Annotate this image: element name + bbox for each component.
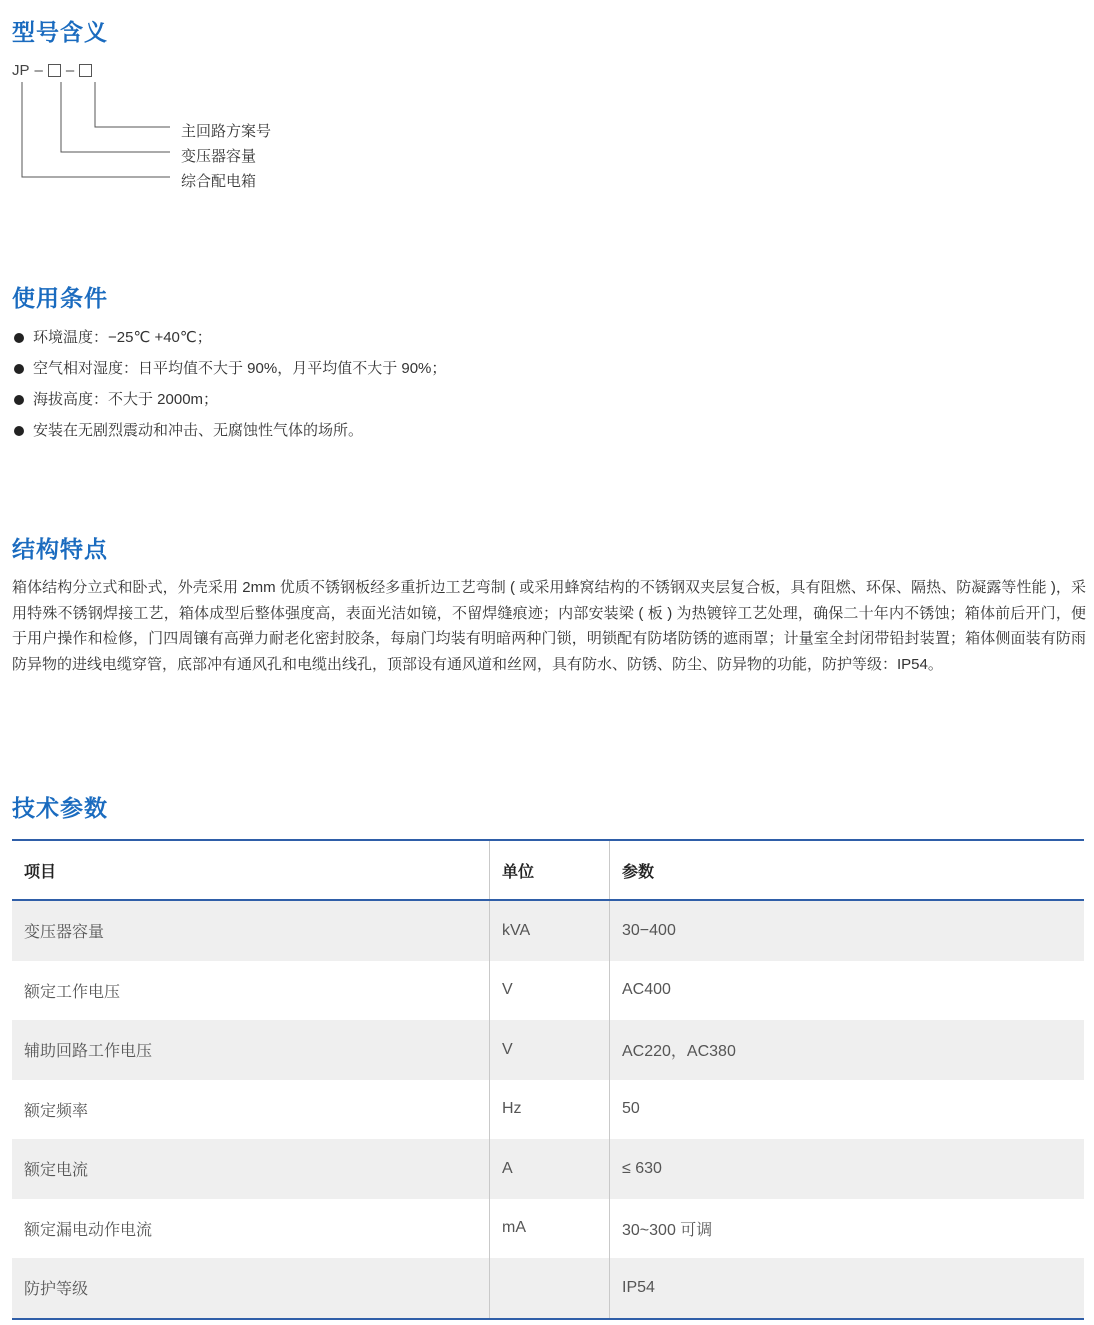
cell-item: 额定电流 [12,1139,490,1199]
table-row [12,1258,1084,1319]
cell-item: 额定漏电动作电流 [24,1221,153,1239]
model-code-separator: – [34,62,43,79]
cell-item: 额定工作电压 [24,983,121,1001]
table-header-row [12,840,1084,900]
cell-value: 50 [610,1080,1085,1140]
bullet-dot-icon [14,395,24,405]
bullet-dot-icon [14,426,24,436]
list-item: 环境温度：−25℃ +40℃； [14,322,446,353]
label-distribution-box: 综合配电箱 [181,173,257,190]
table-row [12,1020,1084,1080]
cell-unit: Hz [490,1080,610,1140]
cell-item: 防护等级 [12,1258,490,1319]
cell-value: IP54 [610,1258,1085,1319]
label-main-circuit-scheme: 主回路方案号 [181,123,272,140]
cell-item: 变压器容量 [12,900,490,961]
list-item: 空气相对湿度：日平均值不大于 90%，月平均值不大于 90%； [14,353,446,384]
table-row [12,1080,1084,1140]
leader-line-box [22,82,170,177]
cell-value: AC220，AC380 [610,1020,1085,1080]
list-item: 海拔高度：不大于 2000m； [14,384,446,415]
cell-value: 30−400 [610,900,1085,961]
cell-unit: A [490,1139,610,1199]
model-code-separator: – [65,62,75,79]
conditions-heading: 使用条件 [12,285,108,311]
table-row [12,1199,1084,1259]
cell-item: 额定频率 [24,1102,89,1120]
cell-unit: V [490,961,610,1021]
table-row [12,961,1084,1021]
params-heading: 技术参数 [12,795,108,821]
cell-value: ≤ 630 [610,1139,1085,1199]
table-row [12,1139,1084,1199]
model-code-prefix: JP [12,62,30,79]
cell-unit: kVA [490,900,610,961]
structure-heading: 结构特点 [12,536,108,562]
conditions-list [14,322,446,446]
model-meaning-heading: 型号含义 [12,19,108,45]
cell-item: 辅助回路工作电压 [12,1020,490,1080]
list-item: 安装在无剧烈震动和冲击、无腐蚀性气体的场所。 [14,415,446,446]
cell-unit: V [490,1020,610,1080]
cell-value: 30~300 可调 [610,1199,1085,1259]
leader-line-scheme [95,82,170,127]
cell-unit: mA [490,1199,610,1259]
table-row [12,900,1084,961]
bullet-dot-icon [14,364,24,374]
column-header-value: 参数 [610,840,1085,900]
leader-line-capacity [61,82,170,152]
bullet-dot-icon [14,333,24,343]
column-header-unit: 单位 [490,840,610,900]
cell-value: AC400 [610,961,1085,1021]
column-header-item: 项目 [12,840,490,900]
structure-paragraph: 箱体结构分立式和卧式，外壳采用 2mm 优质不锈钢板经多重折边工艺弯制 ( 或采用蜂窝结构的不锈钢双夹层复合板，具有阻燃、环保、隔热、防凝露等性能 )，采用特殊不锈钢焊接工艺，箱体成型后整体强度高，表面光洁如镜，不留焊缝痕迹；内部安装梁 ( 板 ) 为热镀锌工艺处理，确保二十年内不锈蚀；箱体前后开门，便于用户操作和检修，门四周镶有高弹力耐老化密封胶条，每扇门均装有明暗两种门锁，明锁配有防堵防锈的遮雨罩；计量室全封闭带铅封装置；箱体侧面装有防雨防异物的进线电缆穿管，底部冲有通风孔和电缆出线孔，顶部设有通风道和丝网，具有防水、防锈、防尘、防异物的功能，防护等级：IP54。 [12,579,1086,673]
params-table [12,839,1084,1320]
label-transformer-capacity: 变压器容量 [181,148,257,165]
cell-unit [490,1258,610,1319]
